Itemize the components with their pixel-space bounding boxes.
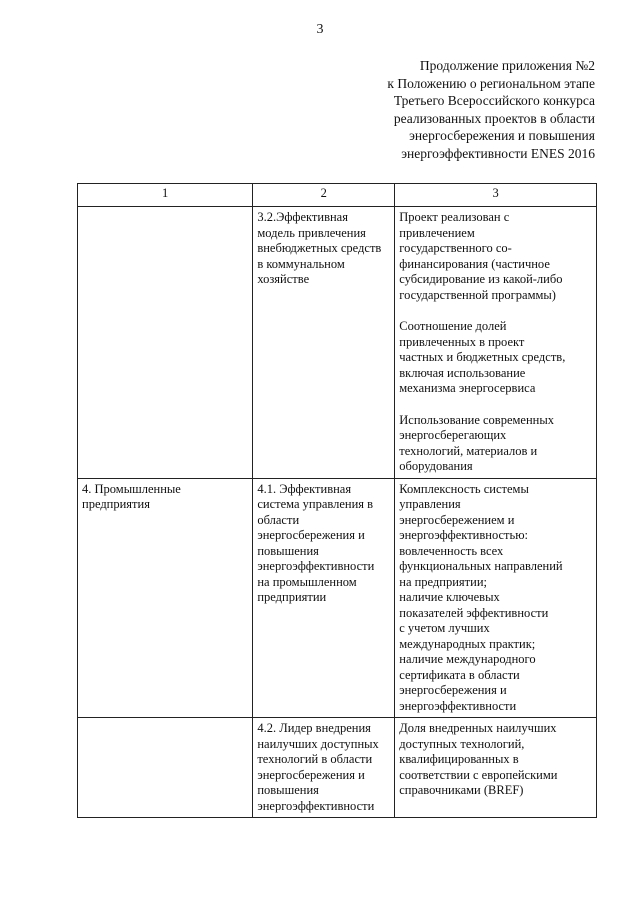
column-header-3: 3 xyxy=(395,184,597,207)
text-line: оборудования xyxy=(399,459,473,473)
column-header-1: 1 xyxy=(78,184,253,207)
table-cell-nomination xyxy=(253,478,395,718)
text-line: области xyxy=(257,512,300,527)
criteria-block xyxy=(399,413,592,475)
text-line: технологий, материалов и xyxy=(399,443,538,458)
text-line: энергосбережением и xyxy=(399,512,515,527)
text-line: 4.1. Эффективная xyxy=(257,481,352,496)
header-line: энергоэффективности ENES 2016 xyxy=(401,145,595,161)
text-line: частных и бюджетных средств, xyxy=(399,350,566,364)
text-line: субсидирование из какой-либо xyxy=(399,272,563,286)
text-line: управления xyxy=(399,497,461,511)
text-line: функциональных направлений xyxy=(399,559,563,573)
criteria-table xyxy=(77,183,597,818)
text-line: энергосберегающих xyxy=(399,428,507,442)
text-line: финансирования (частичное xyxy=(399,256,550,271)
text-line: энергоэффективности xyxy=(257,798,375,813)
text-line: энергосбережения и xyxy=(399,683,507,697)
text-line: хозяйстве xyxy=(257,272,310,286)
text-line: 4. Промышленные xyxy=(82,481,181,496)
text-line: 3.2.Эффективная xyxy=(257,210,348,224)
document-header xyxy=(387,57,595,162)
text-line: энергосбережения и xyxy=(257,528,365,542)
text-line: 4.2. Лидер внедрения xyxy=(257,721,371,735)
text-line: государственной программы) xyxy=(399,287,556,302)
text-line: энергоэффективности xyxy=(399,698,517,713)
text-line: Проект реализован с xyxy=(399,210,510,224)
criteria-block xyxy=(399,721,592,799)
header-line: к Положению о региональном этапе xyxy=(387,75,595,91)
text-line: энергоэффективности xyxy=(257,559,375,573)
header-line: Третьего Всероссийского конкурса xyxy=(393,93,595,108)
text-line: Использование современных xyxy=(399,412,554,427)
text-line: энергосбережения и xyxy=(257,767,365,782)
criteria-block xyxy=(399,319,592,397)
text-line: на промышленном xyxy=(257,574,357,589)
text-line: предприятии xyxy=(257,590,327,604)
column-header-2: 2 xyxy=(253,184,395,207)
text-line: Комплексность системы xyxy=(399,481,529,496)
text-line: система управления в xyxy=(257,497,374,511)
text-line: технологий в области xyxy=(257,752,373,766)
text-line: с учетом лучших xyxy=(399,621,490,635)
page-number: 3 xyxy=(316,22,324,37)
header-line: реализованных проектов в области xyxy=(393,110,595,126)
table-row xyxy=(78,478,597,718)
table-header-row xyxy=(78,184,597,207)
table-cell-category xyxy=(78,718,253,818)
table-cell-category xyxy=(78,478,253,718)
text-line: в коммунальном xyxy=(257,256,345,271)
text-line: включая использование xyxy=(399,365,526,380)
table-row xyxy=(78,207,597,479)
text-line: международных практик; xyxy=(399,636,536,651)
text-line: привлеченных в проект xyxy=(399,334,525,349)
text-line: показателей эффективности xyxy=(399,605,549,620)
text-line: Соотношение долей xyxy=(399,319,507,333)
table-cell-criteria xyxy=(395,478,597,718)
text-line: наличие ключевых xyxy=(399,590,500,604)
text-line: наличие международного xyxy=(399,652,536,666)
text-line: государственного со- xyxy=(399,241,512,255)
table-cell-nomination xyxy=(253,718,395,818)
text-line: сертификата в области xyxy=(399,667,520,682)
header-line: энергосбережения и повышения xyxy=(409,128,595,143)
text-line: на предприятии; xyxy=(399,574,487,589)
table-cell-criteria xyxy=(395,207,597,479)
text-line: соответствии с европейскими xyxy=(399,767,558,782)
text-line: Доля внедренных наилучших xyxy=(399,721,557,735)
text-line: механизма энергосервиса xyxy=(399,381,536,395)
text-line: внебюджетных средств xyxy=(257,241,382,255)
text-line: привлечением xyxy=(399,225,475,240)
text-line: модель привлечения xyxy=(257,225,366,240)
text-line: наилучших доступных xyxy=(257,736,379,751)
criteria-block xyxy=(399,482,592,715)
text-line: повышения xyxy=(257,783,319,797)
text-line: энергоэффективностью: xyxy=(399,528,529,542)
text-line: предприятия xyxy=(82,497,150,511)
table-cell-category xyxy=(78,207,253,479)
table-cell-nomination xyxy=(253,207,395,479)
table-row xyxy=(78,718,597,818)
text-line: вовлеченность всех xyxy=(399,543,504,558)
text-line: квалифицированных в xyxy=(399,752,519,766)
text-line: справочниками (BREF) xyxy=(399,783,524,797)
header-line: Продолжение приложения №2 xyxy=(419,58,595,73)
criteria-block xyxy=(399,210,592,303)
text-line: повышения xyxy=(257,543,319,558)
table-cell-criteria xyxy=(395,718,597,818)
text-line: доступных технологий, xyxy=(399,736,525,751)
